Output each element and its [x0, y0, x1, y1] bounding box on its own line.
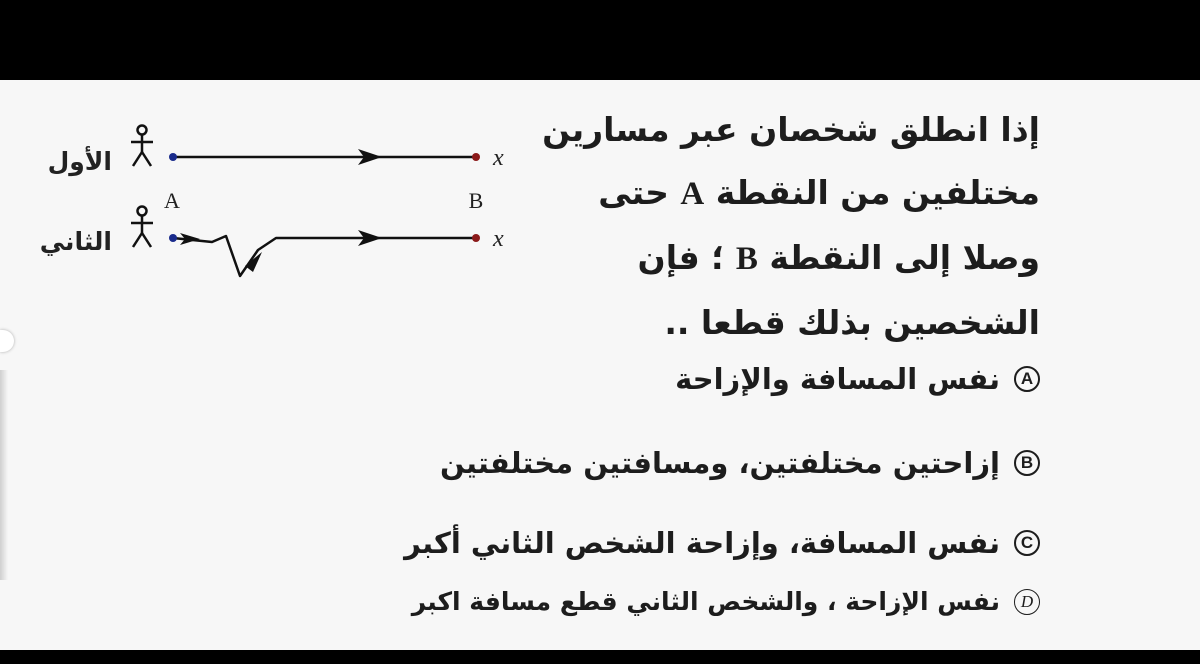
option-d-text: نفس الإزاحة ، والشخص الثاني قطع مسافة اكبر: [411, 587, 1000, 616]
person1-stick-figure-icon: [131, 126, 153, 167]
path2-zigzag-line: [173, 236, 475, 276]
option-a[interactable]: [675, 362, 1040, 396]
path-diagram: [0, 80, 560, 330]
option-a-letter: A: [1014, 366, 1040, 392]
path2-x-label: x: [493, 226, 504, 252]
path2-start-dot: [169, 234, 177, 242]
option-c-letter: C: [1014, 530, 1040, 556]
page-edge-shadow: [0, 370, 8, 580]
question-line-3: وصلا إلى النقطة B ؛ فإن: [637, 238, 1040, 277]
option-b-text: إزاحتين مختلفتين، ومسافتين مختلفتين: [439, 446, 1000, 480]
option-b-letter: B: [1014, 450, 1040, 476]
question-line-2: مختلفين من النقطة A حتى: [598, 173, 1040, 212]
path2-end-dot: [472, 234, 480, 242]
option-b[interactable]: [440, 446, 1040, 480]
person1-label: الأول: [47, 147, 112, 176]
question-line-1: إذا انطلق شخصان عبر مسارين: [542, 110, 1040, 149]
option-d-letter: D: [1014, 589, 1040, 615]
question-line-4: الشخصين بذلك قطعا ..: [664, 303, 1040, 342]
option-c[interactable]: [404, 526, 1040, 560]
point-b-label: B: [468, 188, 484, 213]
option-d[interactable]: [412, 587, 1040, 616]
point-a-label: A: [164, 188, 180, 213]
person2-label: الثاني: [39, 227, 112, 256]
option-c-text: نفس المسافة، وإزاحة الشخص الثاني أكبر: [404, 526, 1000, 560]
point-b-dot: [472, 153, 480, 161]
path1-x-label: x: [493, 145, 504, 171]
edge-swipe-handle[interactable]: [0, 330, 14, 352]
option-a-text: نفس المسافة والإزاحة: [675, 362, 1000, 396]
question-text: [520, 98, 1040, 354]
point-a-dot: [169, 153, 177, 161]
bottom-black-bar: [0, 650, 1200, 664]
worksheet-page: [0, 80, 1200, 650]
person2-stick-figure-icon: [131, 207, 153, 248]
